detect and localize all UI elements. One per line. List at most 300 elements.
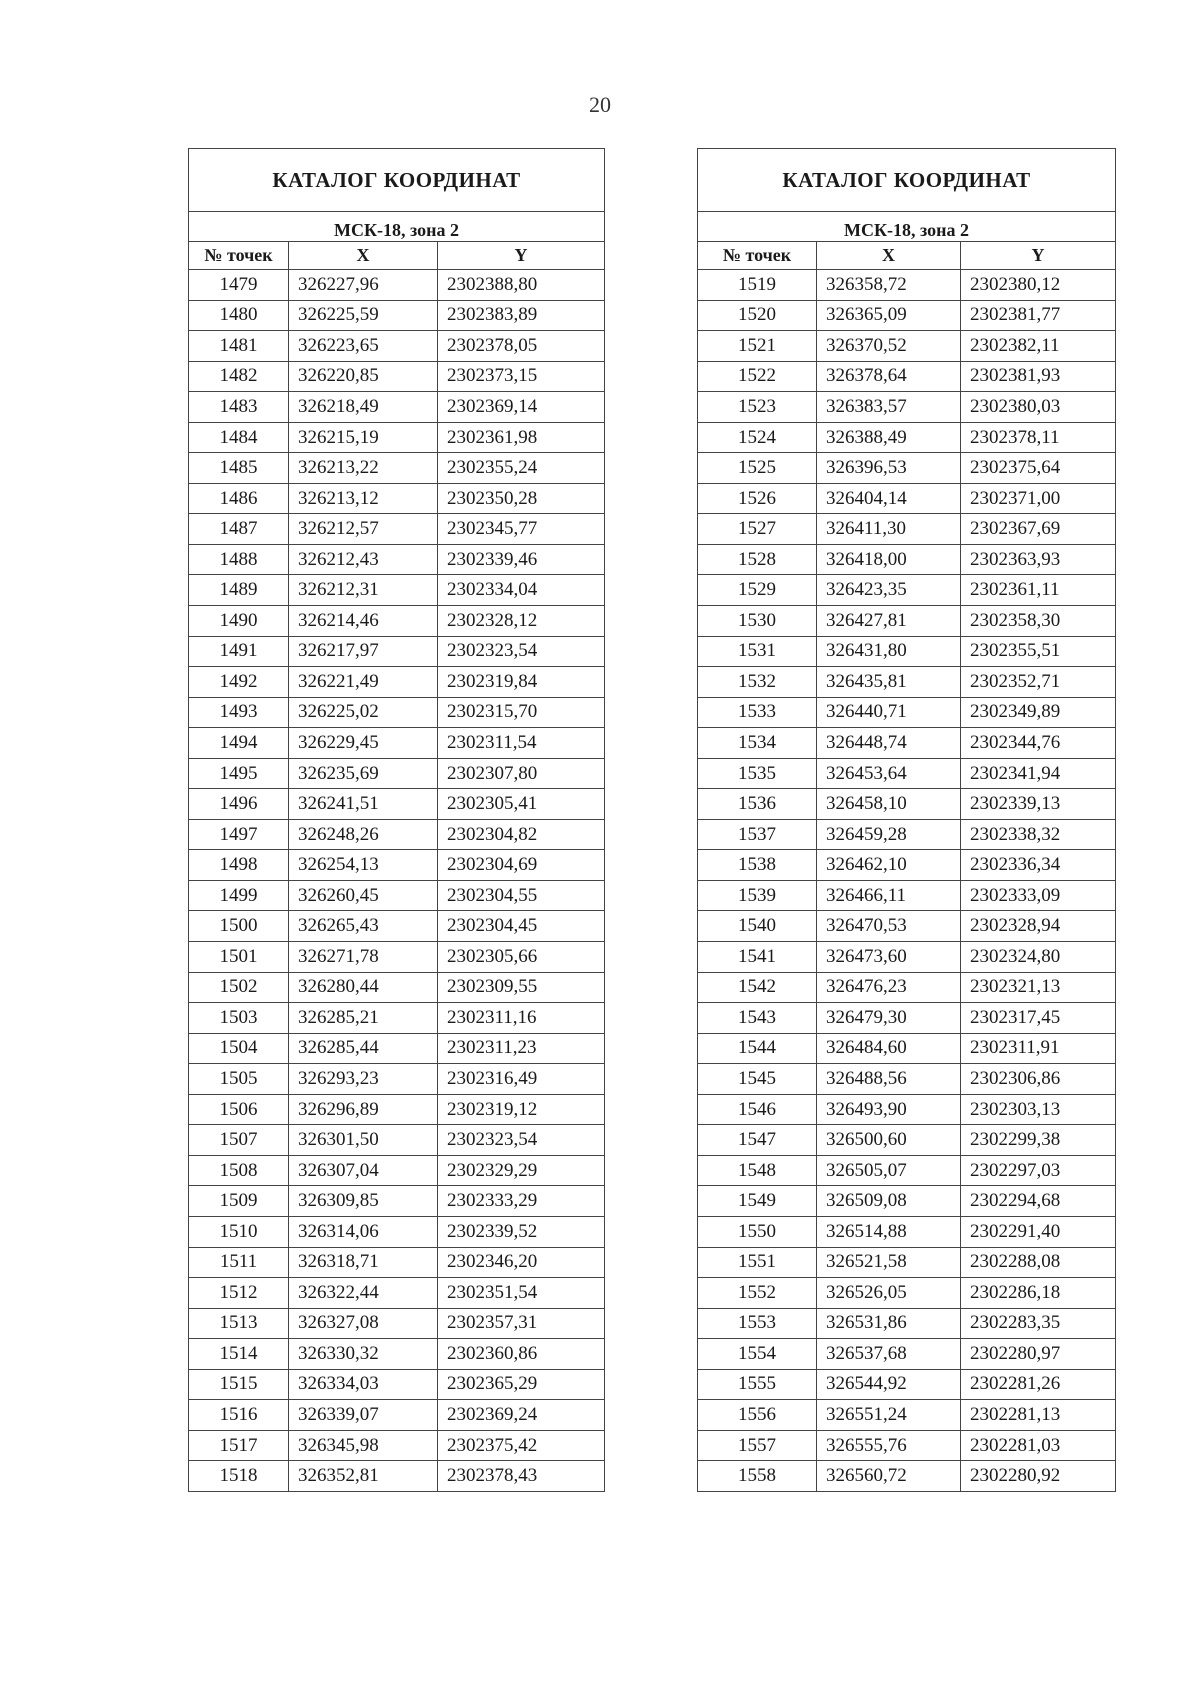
point-number-cell: 1501 [189, 942, 289, 973]
table-row [189, 1339, 605, 1370]
x-coordinate-cell: 326271,78 [289, 942, 438, 973]
y-coordinate-cell: 2302360,86 [438, 1339, 605, 1370]
y-coordinate-cell: 2302309,55 [438, 972, 605, 1003]
y-coordinate-cell: 2302304,55 [438, 880, 605, 911]
point-number-cell: 1533 [698, 697, 817, 728]
x-coordinate-cell: 326213,22 [289, 453, 438, 484]
catalog-title: КАТАЛОГ КООРДИНАТ [698, 149, 1116, 212]
table-row [189, 819, 605, 850]
x-coordinate-cell: 326314,06 [289, 1216, 438, 1247]
coordinate-system-label: МСК-18, зона 2 [698, 212, 1116, 242]
y-coordinate-cell: 2302281,03 [961, 1430, 1116, 1461]
table-row [189, 1155, 605, 1186]
y-coordinate-cell: 2302382,11 [961, 331, 1116, 362]
table-row [189, 636, 605, 667]
x-coordinate-cell: 326459,28 [817, 819, 961, 850]
table-row [189, 1003, 605, 1034]
x-coordinate-cell: 326411,30 [817, 514, 961, 545]
x-coordinate-cell: 326218,49 [289, 392, 438, 423]
y-coordinate-cell: 2302328,94 [961, 911, 1116, 942]
table-row [189, 270, 605, 301]
table-row [189, 667, 605, 698]
table-row [698, 1247, 1116, 1278]
x-coordinate-cell: 326260,45 [289, 880, 438, 911]
y-coordinate-cell: 2302339,46 [438, 544, 605, 575]
y-coordinate-cell: 2302305,66 [438, 942, 605, 973]
y-coordinate-cell: 2302363,93 [961, 544, 1116, 575]
y-coordinate-cell: 2302341,94 [961, 758, 1116, 789]
x-coordinate-cell: 326254,13 [289, 850, 438, 881]
table-row [698, 1339, 1116, 1370]
y-coordinate-cell: 2302321,13 [961, 972, 1116, 1003]
y-coordinate-cell: 2302381,77 [961, 300, 1116, 331]
x-coordinate-cell: 326229,45 [289, 728, 438, 759]
x-coordinate-cell: 326345,98 [289, 1430, 438, 1461]
point-number-cell: 1503 [189, 1003, 289, 1034]
y-coordinate-cell: 2302281,13 [961, 1400, 1116, 1431]
x-coordinate-cell: 326435,81 [817, 667, 961, 698]
table-row [698, 1003, 1116, 1034]
point-number-cell: 1520 [698, 300, 817, 331]
point-number-cell: 1531 [698, 636, 817, 667]
catalog-title: КАТАЛОГ КООРДИНАТ [189, 149, 605, 212]
y-coordinate-cell: 2302378,05 [438, 331, 605, 362]
table-row [189, 361, 605, 392]
x-coordinate-cell: 326466,11 [817, 880, 961, 911]
point-number-cell: 1525 [698, 453, 817, 484]
table-row [189, 697, 605, 728]
point-number-cell: 1528 [698, 544, 817, 575]
y-coordinate-cell: 2302311,54 [438, 728, 605, 759]
y-coordinate-cell: 2302338,32 [961, 819, 1116, 850]
table-row [698, 1369, 1116, 1400]
x-coordinate-cell: 326212,31 [289, 575, 438, 606]
y-coordinate-cell: 2302351,54 [438, 1278, 605, 1309]
y-coordinate-cell: 2302315,70 [438, 697, 605, 728]
y-coordinate-cell: 2302311,16 [438, 1003, 605, 1034]
y-coordinate-cell: 2302323,54 [438, 636, 605, 667]
y-coordinate-cell: 2302339,52 [438, 1216, 605, 1247]
table-row [698, 1400, 1116, 1431]
point-number-cell: 1540 [698, 911, 817, 942]
y-coordinate-cell: 2302361,98 [438, 422, 605, 453]
table-row [698, 1094, 1116, 1125]
table-row [698, 942, 1116, 973]
point-number-header: № точек [698, 242, 817, 270]
point-number-cell: 1514 [189, 1339, 289, 1370]
point-number-cell: 1543 [698, 1003, 817, 1034]
point-number-cell: 1546 [698, 1094, 817, 1125]
table-row [698, 1186, 1116, 1217]
x-coordinate-cell: 326418,00 [817, 544, 961, 575]
table-row [698, 667, 1116, 698]
y-coordinate-cell: 2302375,42 [438, 1430, 605, 1461]
y-coordinate-cell: 2302294,68 [961, 1186, 1116, 1217]
point-number-cell: 1557 [698, 1430, 817, 1461]
table-row [698, 819, 1116, 850]
point-number-cell: 1485 [189, 453, 289, 484]
point-number-cell: 1523 [698, 392, 817, 423]
x-coordinate-cell: 326462,10 [817, 850, 961, 881]
x-coordinate-cell: 326235,69 [289, 758, 438, 789]
x-coordinate-cell: 326476,23 [817, 972, 961, 1003]
x-coordinate-cell: 326352,81 [289, 1461, 438, 1492]
point-number-cell: 1555 [698, 1369, 817, 1400]
table-row [698, 544, 1116, 575]
x-coordinate-cell: 326396,53 [817, 453, 961, 484]
x-coordinate-cell: 326473,60 [817, 942, 961, 973]
x-coordinate-cell: 326217,97 [289, 636, 438, 667]
point-number-cell: 1558 [698, 1461, 817, 1492]
x-coordinate-cell: 326265,43 [289, 911, 438, 942]
table-row [189, 575, 605, 606]
table-row [189, 789, 605, 820]
y-coordinate-cell: 2302355,51 [961, 636, 1116, 667]
y-coordinate-cell: 2302303,13 [961, 1094, 1116, 1125]
x-coordinate-cell: 326225,59 [289, 300, 438, 331]
x-header: X [289, 242, 438, 270]
point-number-cell: 1517 [189, 1430, 289, 1461]
y-coordinate-cell: 2302304,82 [438, 819, 605, 850]
point-number-header: № точек [189, 242, 289, 270]
y-coordinate-cell: 2302323,54 [438, 1125, 605, 1156]
point-number-cell: 1535 [698, 758, 817, 789]
x-coordinate-cell: 326365,09 [817, 300, 961, 331]
y-coordinate-cell: 2302319,84 [438, 667, 605, 698]
y-coordinate-cell: 2302333,09 [961, 880, 1116, 911]
y-coordinate-cell: 2302336,34 [961, 850, 1116, 881]
y-coordinate-cell: 2302319,12 [438, 1094, 605, 1125]
table-row [698, 422, 1116, 453]
table-row [698, 850, 1116, 881]
coordinate-catalog-table [188, 148, 605, 1492]
x-coordinate-cell: 326479,30 [817, 1003, 961, 1034]
x-coordinate-cell: 326241,51 [289, 789, 438, 820]
table-row [698, 1278, 1116, 1309]
point-number-cell: 1534 [698, 728, 817, 759]
x-coordinate-cell: 326285,44 [289, 1033, 438, 1064]
point-number-cell: 1516 [189, 1400, 289, 1431]
point-number-cell: 1492 [189, 667, 289, 698]
point-number-cell: 1542 [698, 972, 817, 1003]
x-coordinate-cell: 326212,57 [289, 514, 438, 545]
y-coordinate-cell: 2302369,24 [438, 1400, 605, 1431]
x-coordinate-cell: 326521,58 [817, 1247, 961, 1278]
y-coordinate-cell: 2302381,93 [961, 361, 1116, 392]
x-coordinate-cell: 326223,65 [289, 331, 438, 362]
table-row [189, 331, 605, 362]
point-number-cell: 1507 [189, 1125, 289, 1156]
table-row [698, 483, 1116, 514]
x-coordinate-cell: 326431,80 [817, 636, 961, 667]
table-row [189, 1033, 605, 1064]
point-number-cell: 1529 [698, 575, 817, 606]
x-coordinate-cell: 326383,57 [817, 392, 961, 423]
point-number-cell: 1509 [189, 1186, 289, 1217]
x-coordinate-cell: 326225,02 [289, 697, 438, 728]
y-coordinate-cell: 2302304,45 [438, 911, 605, 942]
y-coordinate-cell: 2302350,28 [438, 483, 605, 514]
point-number-cell: 1522 [698, 361, 817, 392]
table-row [698, 453, 1116, 484]
y-coordinate-cell: 2302373,15 [438, 361, 605, 392]
point-number-cell: 1513 [189, 1308, 289, 1339]
table-row [698, 331, 1116, 362]
table-row [189, 880, 605, 911]
x-coordinate-cell: 326285,21 [289, 1003, 438, 1034]
x-coordinate-cell: 326448,74 [817, 728, 961, 759]
point-number-cell: 1480 [189, 300, 289, 331]
table-row [698, 636, 1116, 667]
point-number-cell: 1527 [698, 514, 817, 545]
point-number-cell: 1549 [698, 1186, 817, 1217]
x-coordinate-cell: 326330,32 [289, 1339, 438, 1370]
y-coordinate-cell: 2302349,89 [961, 697, 1116, 728]
coordinate-rows [189, 270, 605, 1492]
table-row [189, 758, 605, 789]
point-number-cell: 1537 [698, 819, 817, 850]
x-coordinate-cell: 326526,05 [817, 1278, 961, 1309]
x-coordinate-cell: 326322,44 [289, 1278, 438, 1309]
y-coordinate-cell: 2302280,92 [961, 1461, 1116, 1492]
table-row [698, 1216, 1116, 1247]
table-row [698, 1461, 1116, 1492]
y-coordinate-cell: 2302299,38 [961, 1125, 1116, 1156]
y-coordinate-cell: 2302355,24 [438, 453, 605, 484]
table-row [189, 972, 605, 1003]
y-coordinate-cell: 2302316,49 [438, 1064, 605, 1095]
table-row [698, 300, 1116, 331]
table-row [189, 1278, 605, 1309]
table-row [698, 789, 1116, 820]
y-coordinate-cell: 2302380,03 [961, 392, 1116, 423]
point-number-cell: 1493 [189, 697, 289, 728]
point-number-cell: 1524 [698, 422, 817, 453]
x-coordinate-cell: 326427,81 [817, 606, 961, 637]
table-row [189, 544, 605, 575]
table-row [698, 575, 1116, 606]
y-header: Y [961, 242, 1116, 270]
x-coordinate-cell: 326537,68 [817, 1339, 961, 1370]
point-number-cell: 1505 [189, 1064, 289, 1095]
table-row [189, 1216, 605, 1247]
point-number-cell: 1556 [698, 1400, 817, 1431]
x-coordinate-cell: 326514,88 [817, 1216, 961, 1247]
point-number-cell: 1530 [698, 606, 817, 637]
y-coordinate-cell: 2302324,80 [961, 942, 1116, 973]
x-coordinate-cell: 326388,49 [817, 422, 961, 453]
point-number-cell: 1548 [698, 1155, 817, 1186]
x-coordinate-cell: 326296,89 [289, 1094, 438, 1125]
y-coordinate-cell: 2302357,31 [438, 1308, 605, 1339]
y-coordinate-cell: 2302307,80 [438, 758, 605, 789]
table-row [189, 1461, 605, 1492]
table-row [189, 422, 605, 453]
y-coordinate-cell: 2302378,43 [438, 1461, 605, 1492]
point-number-cell: 1510 [189, 1216, 289, 1247]
y-coordinate-cell: 2302281,26 [961, 1369, 1116, 1400]
point-number-cell: 1515 [189, 1369, 289, 1400]
point-number-cell: 1483 [189, 392, 289, 423]
y-coordinate-cell: 2302371,00 [961, 483, 1116, 514]
x-coordinate-cell: 326509,08 [817, 1186, 961, 1217]
point-number-cell: 1544 [698, 1033, 817, 1064]
y-coordinate-cell: 2302344,76 [961, 728, 1116, 759]
table-row [698, 361, 1116, 392]
y-coordinate-cell: 2302291,40 [961, 1216, 1116, 1247]
y-coordinate-cell: 2302280,97 [961, 1339, 1116, 1370]
x-coordinate-cell: 326378,64 [817, 361, 961, 392]
table-row [189, 911, 605, 942]
point-number-cell: 1506 [189, 1094, 289, 1125]
table-row [189, 606, 605, 637]
y-coordinate-cell: 2302306,86 [961, 1064, 1116, 1095]
y-coordinate-cell: 2302311,91 [961, 1033, 1116, 1064]
point-number-cell: 1491 [189, 636, 289, 667]
table-row [698, 1308, 1116, 1339]
table-row [189, 1125, 605, 1156]
x-coordinate-cell: 326458,10 [817, 789, 961, 820]
table-row [698, 911, 1116, 942]
x-header: X [817, 242, 961, 270]
point-number-cell: 1487 [189, 514, 289, 545]
y-coordinate-cell: 2302317,45 [961, 1003, 1116, 1034]
y-coordinate-cell: 2302283,35 [961, 1308, 1116, 1339]
y-coordinate-cell: 2302378,11 [961, 422, 1116, 453]
table-row [189, 483, 605, 514]
point-number-cell: 1481 [189, 331, 289, 362]
y-coordinate-cell: 2302286,18 [961, 1278, 1116, 1309]
y-coordinate-cell: 2302305,41 [438, 789, 605, 820]
x-coordinate-cell: 326500,60 [817, 1125, 961, 1156]
x-coordinate-cell: 326544,92 [817, 1369, 961, 1400]
point-number-cell: 1486 [189, 483, 289, 514]
table-row [698, 728, 1116, 759]
table-row [698, 606, 1116, 637]
x-coordinate-cell: 326248,26 [289, 819, 438, 850]
y-coordinate-cell: 2302367,69 [961, 514, 1116, 545]
x-coordinate-cell: 326404,14 [817, 483, 961, 514]
point-number-cell: 1489 [189, 575, 289, 606]
table-row [698, 514, 1116, 545]
point-number-cell: 1504 [189, 1033, 289, 1064]
table-row [189, 1094, 605, 1125]
x-coordinate-cell: 326213,12 [289, 483, 438, 514]
table-row [698, 1155, 1116, 1186]
x-coordinate-cell: 326370,52 [817, 331, 961, 362]
y-coordinate-cell: 2302375,64 [961, 453, 1116, 484]
table-row [189, 850, 605, 881]
page-number: 20 [589, 92, 611, 117]
point-number-cell: 1500 [189, 911, 289, 942]
x-coordinate-cell: 326551,24 [817, 1400, 961, 1431]
table-row [189, 1186, 605, 1217]
point-number-cell: 1541 [698, 942, 817, 973]
table-row [189, 392, 605, 423]
x-coordinate-cell: 326358,72 [817, 270, 961, 301]
point-number-cell: 1554 [698, 1339, 817, 1370]
table-row [189, 1064, 605, 1095]
y-coordinate-cell: 2302288,08 [961, 1247, 1116, 1278]
x-coordinate-cell: 326453,64 [817, 758, 961, 789]
table-row [698, 1033, 1116, 1064]
x-coordinate-cell: 326214,46 [289, 606, 438, 637]
point-number-cell: 1497 [189, 819, 289, 850]
table-row [698, 270, 1116, 301]
point-number-cell: 1496 [189, 789, 289, 820]
y-coordinate-cell: 2302388,80 [438, 270, 605, 301]
point-number-cell: 1495 [189, 758, 289, 789]
x-coordinate-cell: 326505,07 [817, 1155, 961, 1186]
point-number-cell: 1490 [189, 606, 289, 637]
point-number-cell: 1519 [698, 270, 817, 301]
table-row [698, 392, 1116, 423]
point-number-cell: 1532 [698, 667, 817, 698]
x-coordinate-cell: 326227,96 [289, 270, 438, 301]
y-coordinate-cell: 2302352,71 [961, 667, 1116, 698]
point-number-cell: 1502 [189, 972, 289, 1003]
y-coordinate-cell: 2302358,30 [961, 606, 1116, 637]
point-number-cell: 1553 [698, 1308, 817, 1339]
table-row [698, 972, 1116, 1003]
table-row [189, 453, 605, 484]
x-coordinate-cell: 326221,49 [289, 667, 438, 698]
x-coordinate-cell: 326339,07 [289, 1400, 438, 1431]
x-coordinate-cell: 326555,76 [817, 1430, 961, 1461]
point-number-cell: 1521 [698, 331, 817, 362]
table-row [698, 880, 1116, 911]
point-number-cell: 1538 [698, 850, 817, 881]
y-coordinate-cell: 2302365,29 [438, 1369, 605, 1400]
y-coordinate-cell: 2302329,29 [438, 1155, 605, 1186]
table-row [189, 1369, 605, 1400]
x-coordinate-cell: 326220,85 [289, 361, 438, 392]
x-coordinate-cell: 326440,71 [817, 697, 961, 728]
table-row [189, 300, 605, 331]
coordinate-rows [698, 270, 1116, 1492]
point-number-cell: 1552 [698, 1278, 817, 1309]
x-coordinate-cell: 326334,03 [289, 1369, 438, 1400]
y-coordinate-cell: 2302380,12 [961, 270, 1116, 301]
y-coordinate-cell: 2302369,14 [438, 392, 605, 423]
point-number-cell: 1550 [698, 1216, 817, 1247]
point-number-cell: 1484 [189, 422, 289, 453]
point-number-cell: 1511 [189, 1247, 289, 1278]
y-header: Y [438, 242, 605, 270]
point-number-cell: 1547 [698, 1125, 817, 1156]
y-coordinate-cell: 2302311,23 [438, 1033, 605, 1064]
x-coordinate-cell: 326212,43 [289, 544, 438, 575]
point-number-cell: 1488 [189, 544, 289, 575]
table-row [189, 1308, 605, 1339]
coordinate-catalog-table [697, 148, 1116, 1492]
point-number-cell: 1494 [189, 728, 289, 759]
y-coordinate-cell: 2302361,11 [961, 575, 1116, 606]
point-number-cell: 1479 [189, 270, 289, 301]
x-coordinate-cell: 326280,44 [289, 972, 438, 1003]
point-number-cell: 1526 [698, 483, 817, 514]
table-row [698, 1430, 1116, 1461]
table-row [189, 1430, 605, 1461]
point-number-cell: 1518 [189, 1461, 289, 1492]
point-number-cell: 1512 [189, 1278, 289, 1309]
point-number-cell: 1482 [189, 361, 289, 392]
y-coordinate-cell: 2302345,77 [438, 514, 605, 545]
x-coordinate-cell: 326327,08 [289, 1308, 438, 1339]
x-coordinate-cell: 326560,72 [817, 1461, 961, 1492]
table-row [189, 1400, 605, 1431]
x-coordinate-cell: 326293,23 [289, 1064, 438, 1095]
